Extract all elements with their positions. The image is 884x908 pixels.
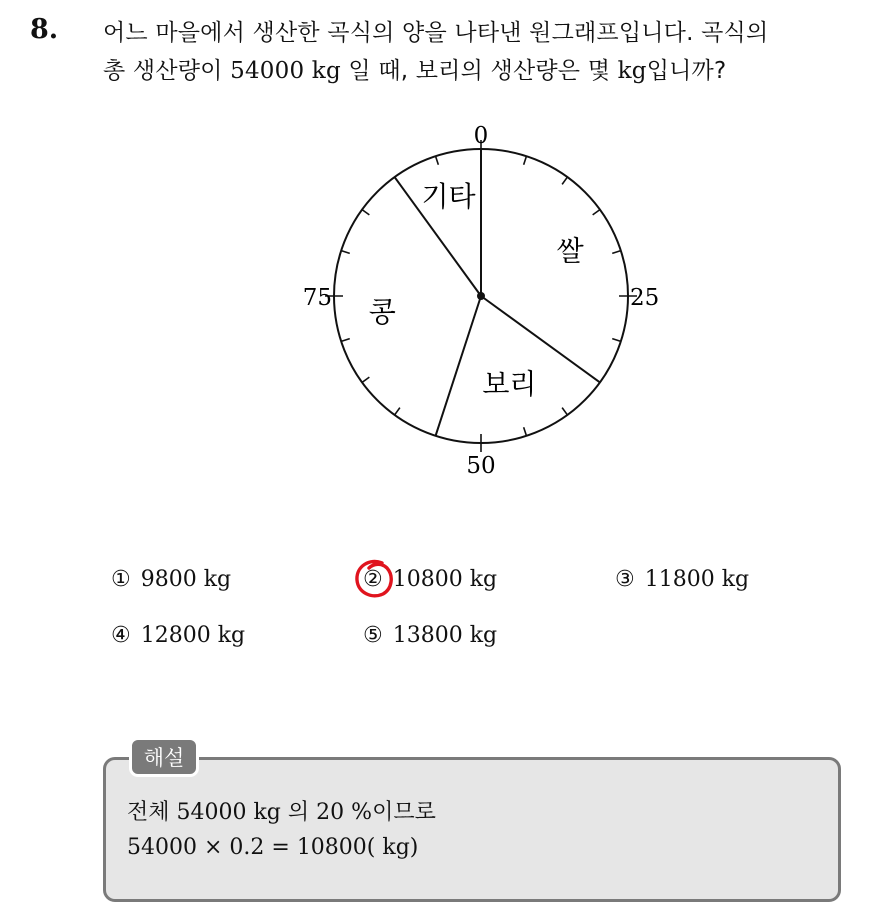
choice-4[interactable] — [111, 623, 245, 648]
choice-3-text: 11800 kg — [644, 567, 750, 592]
choice-1[interactable] — [111, 567, 231, 592]
explanation-tab: 해설 — [129, 737, 199, 777]
choice-3-mark: ③ — [615, 567, 635, 592]
pie-slice-label-beans: 콩 — [368, 295, 396, 329]
choice-1-text: 9800 kg — [140, 567, 232, 592]
question-line-1: 어느 마을에서 생산한 곡식의 양을 나타낸 원그래프입니다. 곡식의 — [103, 20, 769, 46]
pie-center-dot — [477, 292, 485, 300]
choice-2-text: 10800 kg — [392, 567, 498, 592]
explanation-line-1-a: 전체 — [127, 800, 177, 825]
explanation-line-1-d: 20 % — [316, 800, 373, 825]
choice-4-text: 12800 kg — [140, 623, 246, 648]
question-number: 8. — [30, 14, 59, 45]
choice-2-mark: ② — [363, 567, 383, 592]
choice-1-mark: ① — [111, 567, 131, 592]
pie-slice-label-barley: 보리 — [482, 367, 537, 401]
explanation-line-1-b: 54000 kg — [176, 800, 281, 825]
total-amount: 54000 kg — [230, 58, 341, 84]
answer-circle-mark — [352, 557, 396, 601]
question-line-2-part-a: 총 생산량이 — [103, 58, 231, 84]
explanation-line-1 — [127, 795, 436, 826]
explanation-box — [103, 757, 841, 902]
pie-slice-label-rice: 쌀 — [556, 234, 584, 268]
choice-3[interactable] — [615, 567, 749, 592]
explanation-line-1-e: 이므로 — [372, 800, 436, 825]
pie-tick-label-50: 50 — [466, 453, 496, 479]
explanation-line-2: 54000 × 0.2 = 10800( kg) — [127, 835, 419, 860]
question-line-2-part-b: 일 때, 보리의 생산량은 몇 — [340, 58, 618, 84]
pie-tick-label-0: 0 — [473, 123, 489, 149]
choice-5-text: 13800 kg — [392, 623, 498, 648]
explanation-line-1-c: 의 — [280, 800, 317, 825]
pie-tick-label-75: 75 — [302, 285, 332, 311]
unit-kg: kg — [617, 58, 647, 84]
question-line-2-part-c: 입니까? — [646, 58, 727, 84]
choice-5-mark: ⑤ — [363, 623, 383, 648]
choice-5[interactable] — [363, 623, 497, 648]
pie-slice-label-other: 기타 — [421, 180, 476, 214]
choice-4-mark: ④ — [111, 623, 131, 648]
pie-tick-label-25: 25 — [630, 285, 660, 311]
